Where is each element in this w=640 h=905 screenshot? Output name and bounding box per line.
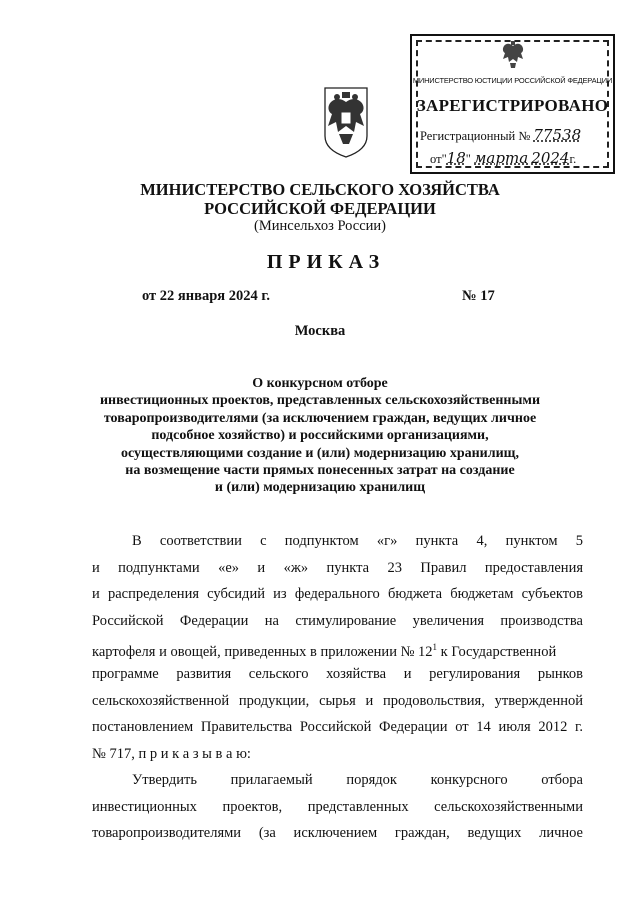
text-line: товаропроизводителями (за исключением граждан, ведущих личное [92,825,583,842]
stamp-ministry-name: МИНИСТЕРСТВО ЮСТИЦИИ РОССИЙСКОЙ ФЕДЕРАЦИИ [412,76,613,85]
text-line: постановлением Правительства Российской Федерации от 14 июля 2012 г. [92,719,583,736]
subject-line: на возмещение части прямых понесенных затрат на создание [125,463,515,479]
order-subject [60,375,580,497]
text-line: и распределения субсидий из федерального бюджета бюджетам субъектов [92,586,583,603]
stamp-coat-of-arms-icon [500,40,526,70]
subject-line: товаропроизводителями (за исключением граждан, ведущих личное [103,410,537,426]
text-line: № 717, п р и к а з ы в а ю: [92,745,251,762]
text-line: инвестиционных проектов, представленных сельскохозяйственными [92,798,583,815]
stamp-registration-date: от"18" марта 2024г. [430,149,577,167]
text-line-with-superscript [92,637,583,664]
text-fragment: картофеля и овощей, приведенных в приложении № 12 [92,644,433,661]
stamp-date-month: марта [474,149,529,167]
ministry-short-name: (Минсельхоз России) [254,218,386,234]
body-paragraph-1 [92,531,583,770]
stamp-date-day: 18 [446,149,466,167]
text-line: и подпунктами «е» и «ж» пункта 23 Правил предоставления [92,559,583,576]
stamp-reg-label: Регистрационный № [420,129,531,143]
subject-line: и (или) модернизацию хранилищ [214,480,426,496]
text-line: сельскохозяйственной продукции, сырья и продовольствия, утвержденной [92,692,583,709]
text-line: В соответствии с подпунктом «г» пункта 4, пунктом 5 [132,533,583,549]
stamp-registered-label: ЗАРЕГИСТРИРОВАНО [416,96,609,115]
order-number: № 17 [462,288,495,304]
stamp-registration-number [420,126,581,144]
ministry-name-line-1: МИНИСТЕРСТВО СЕЛЬСКОГО ХОЗЯЙСТВА [140,180,500,199]
text-line: Утвердить прилагаемый порядок конкурсного отбора [132,772,583,788]
subject-line: подсобное хозяйство) и российскими организациями, [151,428,489,444]
subject-line: О конкурсном отборе [252,376,388,391]
text-fragment: к Государственной [437,644,557,661]
issue-city: Москва [294,323,346,339]
document-type-title: ПРИКАЗ [266,251,386,273]
superscript-index: 1 [432,642,438,653]
stamp-date-suffix: г. [569,152,577,166]
stamp-date-year: 2024 [531,149,570,167]
stamp-reg-number-handwritten: 77538 [533,126,582,144]
registration-stamp [410,34,615,174]
text-line: программе развития сельского хозяйства и регулирования рынков [92,665,583,682]
ministry-name-line-2: РОССИЙСКОЙ ФЕДЕРАЦИИ [204,199,436,218]
subject-line: осуществляющими создание и (или) модернизацию хранилищ, [121,445,519,461]
body-paragraph-2 [92,770,583,850]
stamp-date-prefix: от [430,152,442,166]
subject-line: инвестиционных проектов, представленных сельскохозяйственными [99,393,541,409]
order-date: от 22 января 2024 г. [142,288,270,304]
coat-of-arms-icon [311,84,381,160]
text-line: Российской Федерации на стимулирование увеличения производства [92,612,583,629]
